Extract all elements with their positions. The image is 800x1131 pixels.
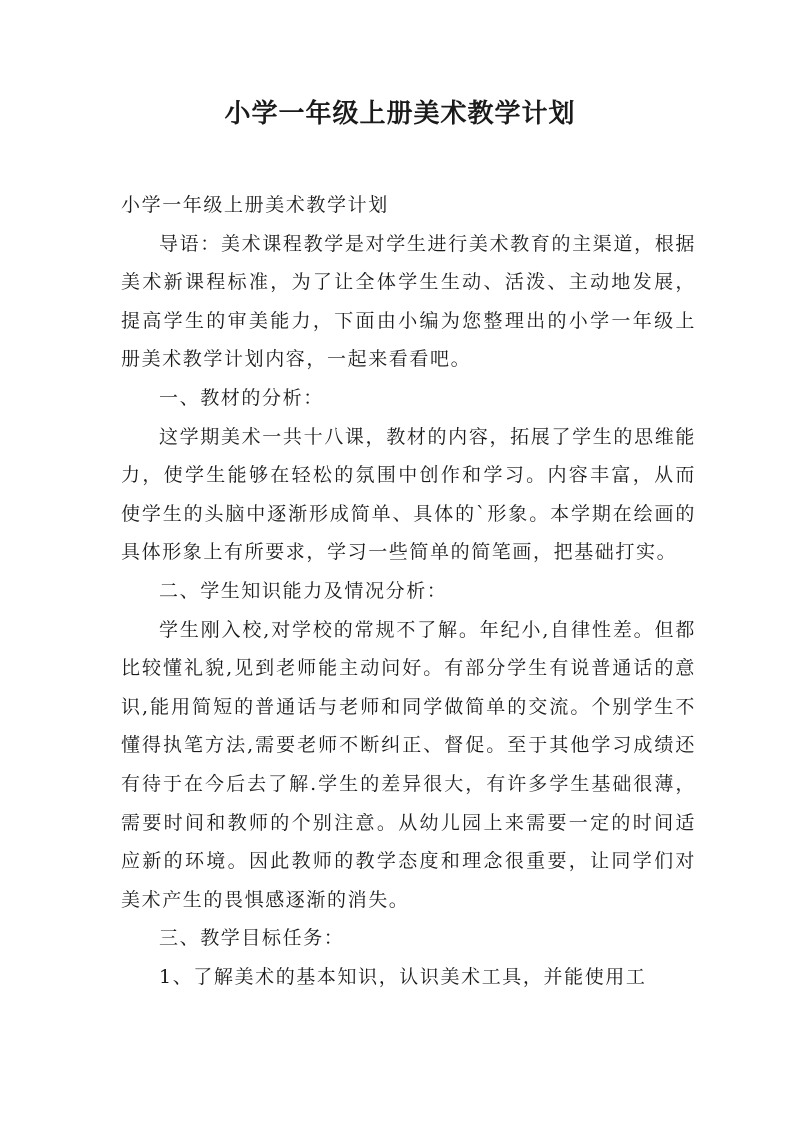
- paragraph-textbook-analysis: 这学期美术一共十八课，教材的内容，拓展了学生的思维能力，使学生能够在轻松的氛围中创作和学习。内容丰富，从而使学生的头脑中逐渐形成简单、具体的`形象。本学期在绘画的具体形象上有所要求，学习一些简单的简笔画，把基础打实。: [121, 425, 696, 564]
- paragraph-goal-1: 1、了解美术的基本知识，认识美术工具，并能使用工: [159, 965, 647, 988]
- paragraph-student-analysis: 学生刚入校,对学校的常规不了解。年纪小,自律性差。但都比较懂礼貌,见到老师能主动问好。有部分学生有说普通话的意识,能用简短的普通话与老师和同学做简单的交流。个别学生不懂得执笔方法,需要老师不断纠正、督促。至于其他学习成绩还有待于在今后去了解.学生的差异很大，有许多学生基础很薄，需要时间和教师的个别注意。从幼儿园上来需要一定的时间适应新的环境。因此教师的教学态度和理念很重要，让同学们对美术产生的畏惧感逐渐的消失。: [121, 618, 696, 911]
- document-title: 小学一年级上册美术教学计划: [224, 99, 576, 129]
- document-subtitle: 小学一年级上册美术教学计划: [121, 194, 389, 216]
- section-heading-textbook-analysis: 一、教材的分析：: [159, 386, 324, 409]
- section-heading-teaching-goals: 三、教学目标任务：: [159, 927, 345, 950]
- paragraph-intro: 导语：美术课程教学是对学生进行美术教育的主渠道，根据美术新课程标准，为了让全体学生生动、活泼、主动地发展，提高学生的审美能力，下面由小编为您整理出的小学一年级上册美术教学计划内容，一起来看看吧。: [121, 232, 696, 371]
- section-heading-student-analysis: 二、学生知识能力及情况分析：: [159, 579, 448, 602]
- document-body: [121, 186, 696, 996]
